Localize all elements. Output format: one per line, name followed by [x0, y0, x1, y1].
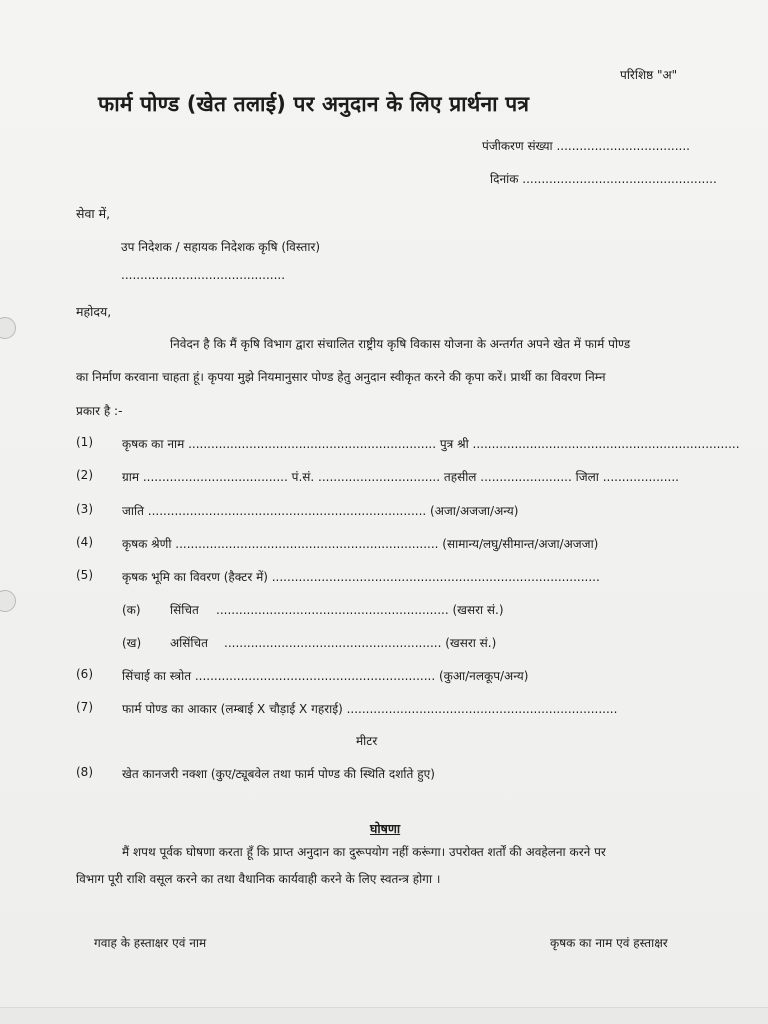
paragraph-line: निवेदन है कि मैं कृषि विभाग द्वारा संचालित राष्ट्रीय कृषि विकास योजना के अन्तर्गत अपने खेत में फार्म पोण्ड — [170, 337, 631, 351]
declaration-line: विभाग पूरी राशि वसूल करने का तथा वैधानिक कार्यवाही करने के लिए स्वतन्त्र होगा । — [76, 872, 441, 886]
sub-item-irrigated: ............................................................. (खसरा सं.) — [216, 603, 504, 617]
item-pond-size: फार्म पोण्ड का आकार (लम्बाई X चौड़ाई X गहराई) ....................................................................... — [122, 702, 618, 716]
item-number: (5) — [76, 568, 93, 582]
sub-item-number: (ख) — [122, 636, 142, 650]
punch-hole — [0, 317, 16, 339]
form-title: फार्म पोण्ड (खेत तलाई) पर अनुदान के लिए प्रार्थना पत्र — [98, 92, 530, 116]
date-field: दिनांक ................................................... — [490, 172, 717, 186]
item-irrigation-source: सिंचाई का स्त्रोत ............................................................... (कुआ/नलकूप/अन्य) — [122, 669, 529, 683]
item-number: (4) — [76, 535, 93, 549]
sub-item-unirrigated: ......................................................... (खसरा सं.) — [224, 636, 497, 650]
item-number: (3) — [76, 502, 93, 516]
farmer-signature-label: कृषक का नाम एवं हस्ताक्षर — [550, 936, 668, 950]
item-number: (8) — [76, 765, 93, 779]
sub-item-number: (क) — [122, 603, 141, 617]
item-caste: जाति ......................................................................... (अजा/अजजा/अन्य) — [122, 504, 519, 518]
punch-hole — [0, 590, 16, 612]
paragraph-line: का निर्माण करवाना चाहता हूं। कृपया मुझे नियमानुसार पोण्ड हेतु अनुदान स्वीकृत करने की कृपा करें। प्रार्थी का विवरण निम्न — [76, 370, 606, 384]
item-number: (6) — [76, 667, 93, 681]
addressee: उप निदेशक / सहायक निदेशक कृषि (विस्तार) — [121, 240, 321, 254]
salutation-to: सेवा में, — [76, 206, 111, 221]
paragraph-line: प्रकार है :- — [76, 404, 123, 418]
scan-edge — [0, 1007, 768, 1024]
sub-item-label: सिंचित — [170, 603, 199, 617]
registration-number: पंजीकरण संख्या ................................... — [482, 139, 690, 153]
sub-item-label: असिंचित — [170, 636, 208, 650]
addressee-blank: ........................................... — [121, 268, 286, 282]
unit-meter: मीटर — [356, 734, 378, 748]
item-number: (2) — [76, 468, 93, 482]
salutation: महोदय, — [76, 304, 112, 319]
item-village: ग्राम ...................................... पं.सं. ................................ तहसील ........................ जिला .................... — [122, 470, 679, 484]
item-farmer-name: कृषक का नाम ................................................................. पुत्र श्री ...................................................................... — [122, 437, 740, 451]
declaration-heading: घोषणा — [370, 821, 401, 836]
witness-signature-label: गवाह के हस्ताक्षर एवं नाम — [94, 936, 207, 950]
item-farmer-category: कृषक श्रेणी ..................................................................... (सामान्य/लघु/सीमान्त/अजा/अजजा) — [122, 537, 599, 551]
item-field-map: खेत कानजरी नक्शा (कुए/ट्यूबवेल तथा फार्म पोण्ड की स्थिति दर्शाते हुए) — [122, 767, 435, 781]
appendix-label: परिशिष्ठ "अ" — [620, 68, 678, 82]
declaration-line: मैं शपथ पूर्वक घोषणा करता हूँ कि प्राप्त अनुदान का दुरूपयोग नहीं करूंगा। उपरोक्त शर्तों की अवहेलना करने पर — [122, 845, 606, 859]
item-number: (7) — [76, 700, 93, 714]
item-land-details: कृषक भूमि का विवरण (हैक्टर में) ...................................................................................... — [122, 570, 600, 584]
item-number: (1) — [76, 435, 93, 449]
